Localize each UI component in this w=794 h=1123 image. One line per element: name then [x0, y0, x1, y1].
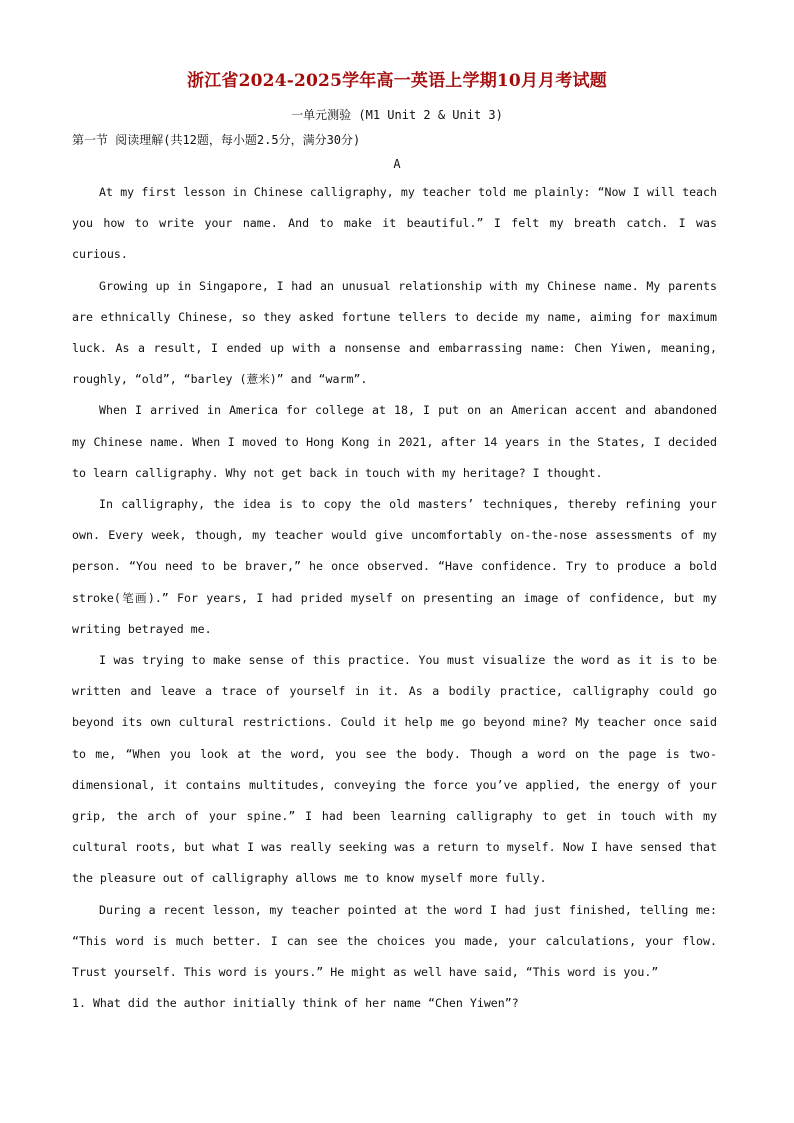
paragraph-2: Growing up in Singapore, I had an unusual relationship with my Chinese name. My parents are ethnically Chinese, so they asked fortune tellers to decide my name, aiming for maximum luck. As a result, I ended up with a nonsense and embarrassing name: Chen Yiwen, meaning, roughly, “old”, “barley (薏米)” and “warm”.: [72, 278, 717, 387]
paragraph-6: During a recent lesson, my teacher pointed at the word I had just finished, telling me: “This word is much better. I can see the choices you made, your calculations, your flow. Trust yourself. This word is yours.” He might as well have said, “This word is you.”: [72, 902, 717, 980]
section-heading: 第一节 阅读理解(共12题，每小题2.5分，满分30分): [72, 133, 361, 147]
document-title: 浙江省2024-2025学年高一英语上学期10月月考试题: [187, 71, 607, 91]
paragraph-5: I was trying to make sense of this practice. You must visualize the word as it is to be written and leave a trace of yourself in it. As a bodily practice, calligraphy could go beyond its own cultural restrictions. Could it help me go beyond mine? My teacher once said to me, “When you look at the word, you see the body. Though a word on the page is two-dimensional, it contains multitudes, conveying the force you’ve applied, the energy of your grip, the arch of your spine.” I had been learning calligraphy to get in touch with my cultural roots, but what I was really seeking was a return to myself. Now I have sensed that the pleasure out of calligraphy allows me to know myself more fully.: [72, 653, 717, 886]
paragraph-3: When I arrived in America for college at 18, I put on an American accent and abandoned my Chinese name. When I moved to Hong Kong in 2021, after 14 years in the States, I decided to learn calligraphy. Why not get back in touch with my heritage? I thought.: [72, 403, 717, 480]
passage-body: [72, 177, 717, 1019]
question-1: 1. What did the author initially think of her name “Chen Yiwen”?: [72, 996, 519, 1011]
passage-label: A: [393, 157, 401, 171]
document-subtitle: 一单元测验 (M1 Unit 2 & Unit 3): [291, 108, 503, 122]
paragraph-4: In calligraphy, the idea is to copy the old masters’ techniques, thereby refining your own. Every week, though, my teacher would give uncomfortably on-the-nose assessments of my person. “You need to be braver,” he once observed. “Have confidence. Try to produce a bold stroke(笔画).” For years, I had prided myself on presenting an image of confidence, but my writing betrayed me.: [72, 497, 717, 636]
paragraph-1: At my first lesson in Chinese calligraphy, my teacher told me plainly: “Now I will teach you how to write your name. And to make it beautiful.” I felt my breath catch. I was curious.: [72, 185, 717, 262]
